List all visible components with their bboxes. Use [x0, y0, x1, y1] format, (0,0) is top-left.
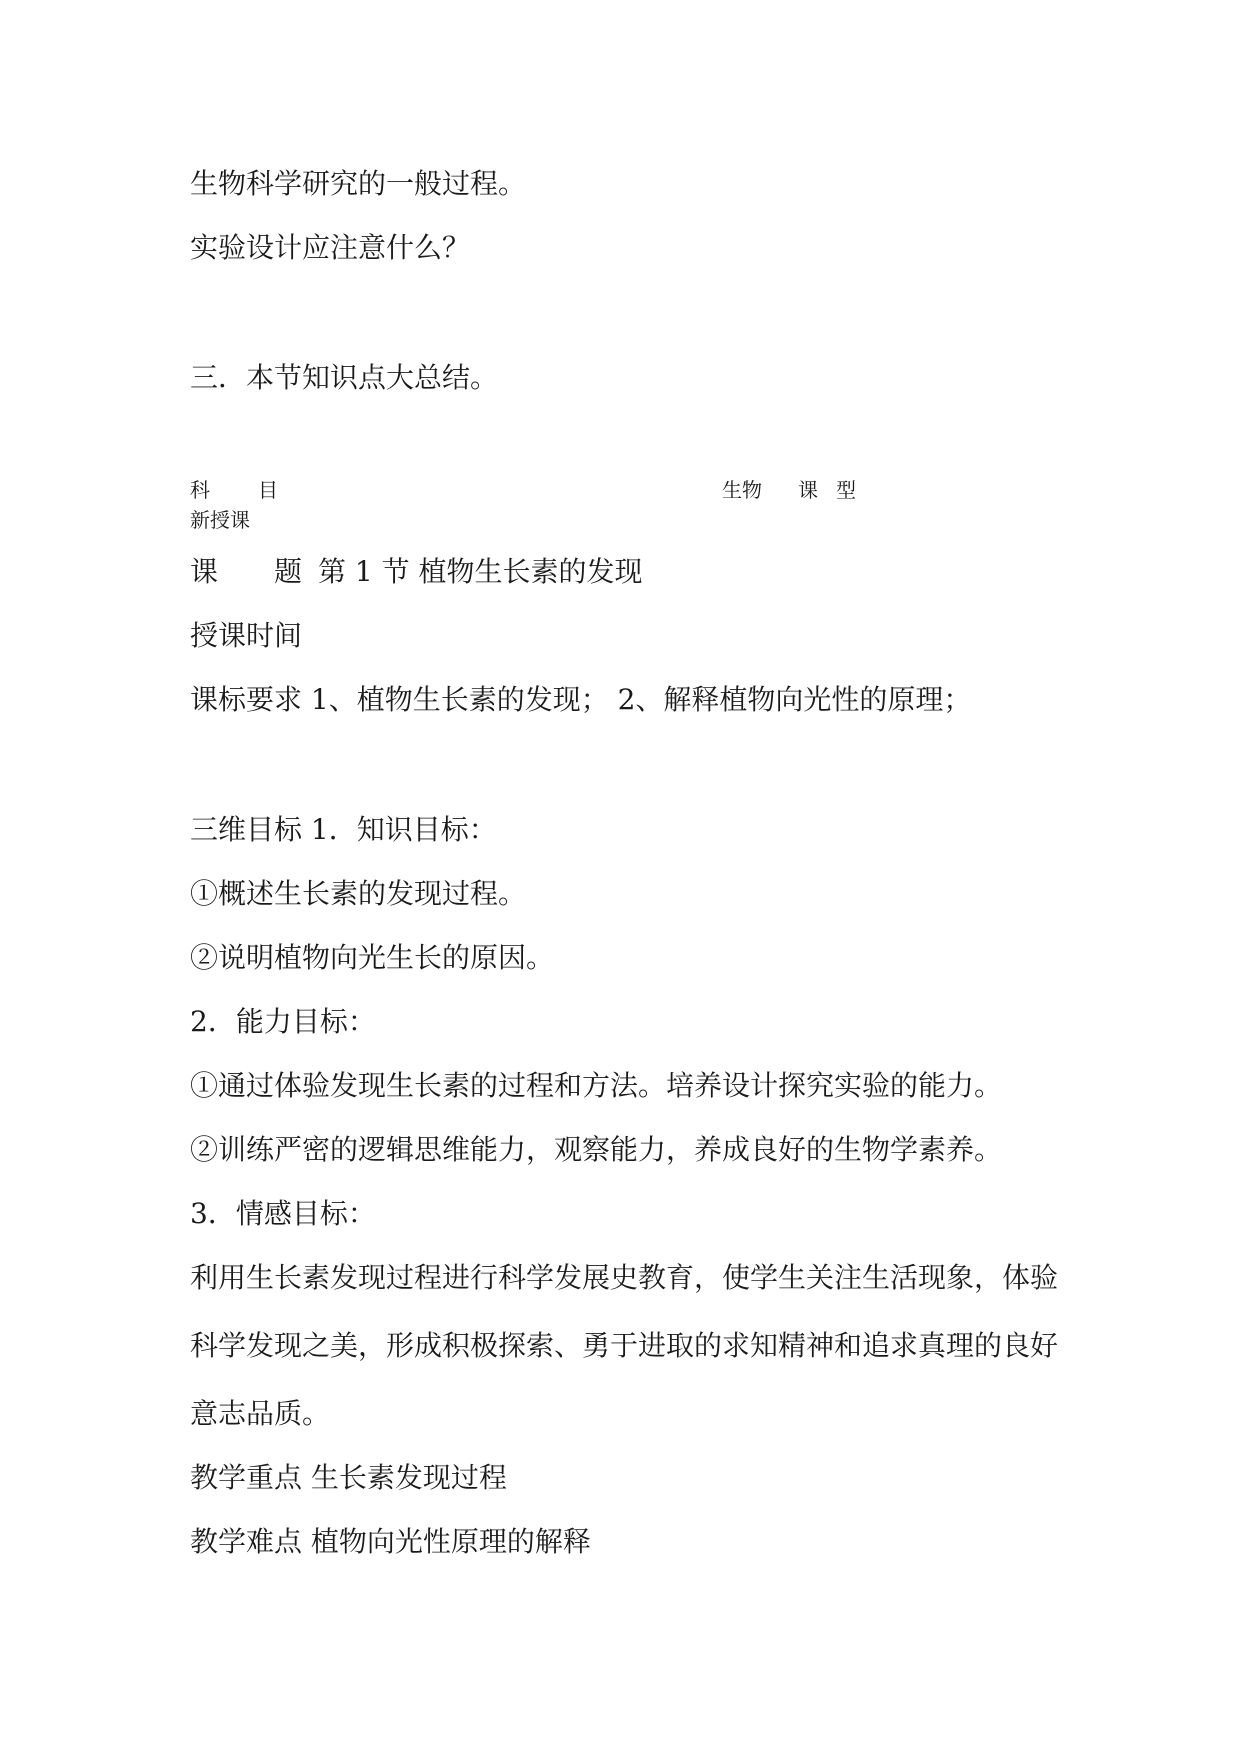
type-value: 新授课: [190, 508, 250, 532]
subject-value: 生物: [722, 478, 762, 502]
subject-label-char: 科: [190, 478, 210, 502]
text-line: 意志品质。: [190, 1397, 331, 1430]
topic-label-char: 题: [274, 555, 303, 588]
text-line: 教学难点 植物向光性原理的解释: [190, 1525, 591, 1558]
topic-value: 第 1 节 植物生长素的发现: [318, 555, 643, 588]
text-line: 3．情感目标：: [190, 1197, 376, 1230]
type-label-char: 课: [798, 478, 818, 502]
text-line: ①概述生长素的发现过程。: [190, 877, 527, 910]
text-line: 生物科学研究的一般过程。: [190, 167, 527, 200]
text-line: 授课时间: [190, 619, 303, 652]
text-line: ②说明植物向光生长的原因。: [190, 941, 555, 974]
text-line: 课标要求 1、植物生长素的发现； 2、解释植物向光性的原理；: [190, 683, 972, 716]
text-line: 2．能力目标：: [190, 1005, 376, 1038]
text-line: 实验设计应注意什么？: [190, 231, 471, 264]
text-line: 教学重点 生长素发现过程: [190, 1461, 507, 1494]
text-line: 三维目标 1．知识目标：: [190, 813, 497, 846]
type-label: [798, 476, 856, 504]
topic-label-char: 课: [190, 555, 219, 588]
subject-label: [190, 476, 278, 504]
section-heading: 三．本节知识点大总结。: [190, 361, 499, 394]
text-line: ①通过体验发现生长素的过程和方法。培养设计探究实验的能力。: [190, 1069, 1003, 1102]
text-line: 利用生长素发现过程进行科学发展史教育，使学生关注生活现象，体验: [190, 1261, 1059, 1294]
topic-row: [190, 552, 643, 592]
subject-label-char: 目: [258, 478, 278, 502]
type-label-char: 型: [836, 478, 856, 502]
text-line: ②训练严密的逻辑思维能力，观察能力，养成良好的生物学素养。: [190, 1133, 1003, 1166]
text-line: 科学发现之美，形成积极探索、勇于进取的求知精神和追求真理的良好: [190, 1329, 1059, 1362]
